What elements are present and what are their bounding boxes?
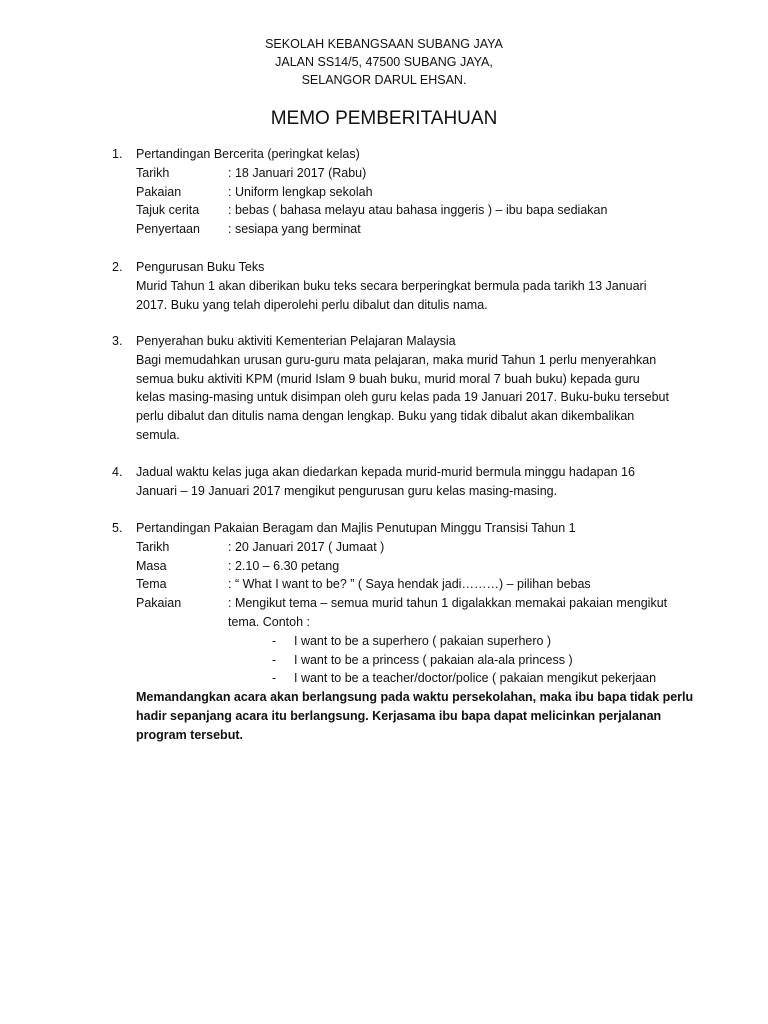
detail-row-tajuk-cerita [136,201,686,220]
detail-label: Tarikh [136,539,170,554]
detail-label: Penyertaan [136,222,200,237]
paragraph-line: Murid Tahun 1 akan diberikan buku teks secara berperingkat bermula pada tarikh 13 Januari [136,278,647,293]
detail-value: : 18 Januari 2017 (Rabu) [228,165,367,180]
detail-row-masa [136,557,686,576]
paragraph-line: Januari – 19 Januari 2017 mengikut pengurusan guru kelas masing-masing. [136,483,558,498]
detail-value: : 20 Januari 2017 ( Jumaat ) [228,539,385,554]
school-name: SEKOLAH KEBANGSAAN SUBANG JAYA [265,37,503,51]
detail-row-pakaian [136,183,686,202]
example-text: I want to be a teacher/doctor/police ( pakaian mengikut pekerjaan [294,671,657,686]
example-item [136,669,686,688]
detail-row-tema [136,575,686,594]
bullet-dash: - [272,652,277,667]
paragraph-line: hadir sepanjang acara itu berlangsung. Kerjasama ibu bapa dapat melicinkan perjalanan [136,708,662,723]
detail-label: Pakaian [136,596,182,611]
detail-value: : bebas ( bahasa melayu atau bahasa inggeris ) – ibu bapa sediakan [228,203,608,218]
bullet-dash: - [272,671,277,686]
detail-label: Tema [136,577,167,592]
paragraph-line: semula. [136,427,180,442]
item-heading: Pertandingan Pakaian Beragam dan Majlis Penutupan Minggu Transisi Tahun 1 [136,521,576,535]
detail-label: Pakaian [136,184,182,199]
detail-value-continued: tema. Contoh : [228,614,310,629]
detail-label: Tajuk cerita [136,203,200,218]
detail-row-tarikh [136,538,686,557]
memo-title: MEMO PEMBERITAHUAN [270,108,498,129]
example-item [136,651,686,670]
school-header [0,35,768,89]
item-number: 1. [112,147,123,161]
closing-paragraph [136,688,694,744]
paragraph-line: program tersebut. [136,727,243,742]
paragraph-line: semua buku aktiviti KPM (murid Islam 9 buah buku, murid moral 7 buah buku) kepada guru [136,371,640,386]
item-heading: Pertandingan Bercerita (peringkat kelas) [136,147,360,161]
paragraph-line: Jadual waktu kelas juga akan diedarkan kepada murid-murid bermula minggu hadapan 16 [136,465,635,479]
item-heading: Penyerahan buku aktiviti Kementerian Pelajaran Malaysia [136,334,456,348]
item-number: 3. [112,334,123,348]
paragraph-line: perlu dibalut dan ditulis nama dengan lengkap. Buku yang tidak dibalut akan dikembalikan [136,409,635,424]
detail-label: Masa [136,558,167,573]
paragraph-line: Memandangkan acara akan berlangsung pada waktu persekolahan, maka ibu bapa tidak perlu [136,690,694,705]
item-heading: Pengurusan Buku Teks [136,260,265,274]
school-address-line: JALAN SS14/5, 47500 SUBANG JAYA, [275,55,493,69]
detail-value: : “ What I want to be? ” ( Saya hendak jadi………) – pilihan bebas [228,577,591,592]
paragraph-line: Bagi memudahkan urusan guru-guru mata pelajaran, maka murid Tahun 1 perlu menyerahkan [136,352,657,367]
school-state-line: SELANGOR DARUL EHSAN. [301,73,467,87]
bullet-dash: - [272,633,277,648]
paragraph-line: kelas masing-masing untuk disimpan oleh guru kelas pada 19 Januari 2017. Buku-buku tersebut [136,390,669,405]
example-text: I want to be a princess ( pakaian ala-ala princess ) [294,652,573,667]
detail-value: : Uniform lengkap sekolah [228,184,373,199]
detail-row-tarikh [136,164,686,183]
detail-value: : Mengikut tema – semua murid tahun 1 digalakkan memakai pakaian mengikut [228,596,668,611]
paragraph-line: 2017. Buku yang telah diperolehi perlu dibalut dan ditulis nama. [136,297,488,312]
item-number: 5. [112,521,123,535]
item-number: 2. [112,260,123,274]
item-number: 4. [112,465,123,479]
detail-label: Tarikh [136,165,170,180]
example-text: I want to be a superhero ( pakaian superhero ) [294,633,552,648]
detail-value: : sesiapa yang berminat [228,222,361,237]
example-item [136,632,686,651]
detail-row-penyertaan [136,220,686,239]
detail-value: : 2.10 – 6.30 petang [228,558,340,573]
detail-row-pakaian [136,594,686,632]
